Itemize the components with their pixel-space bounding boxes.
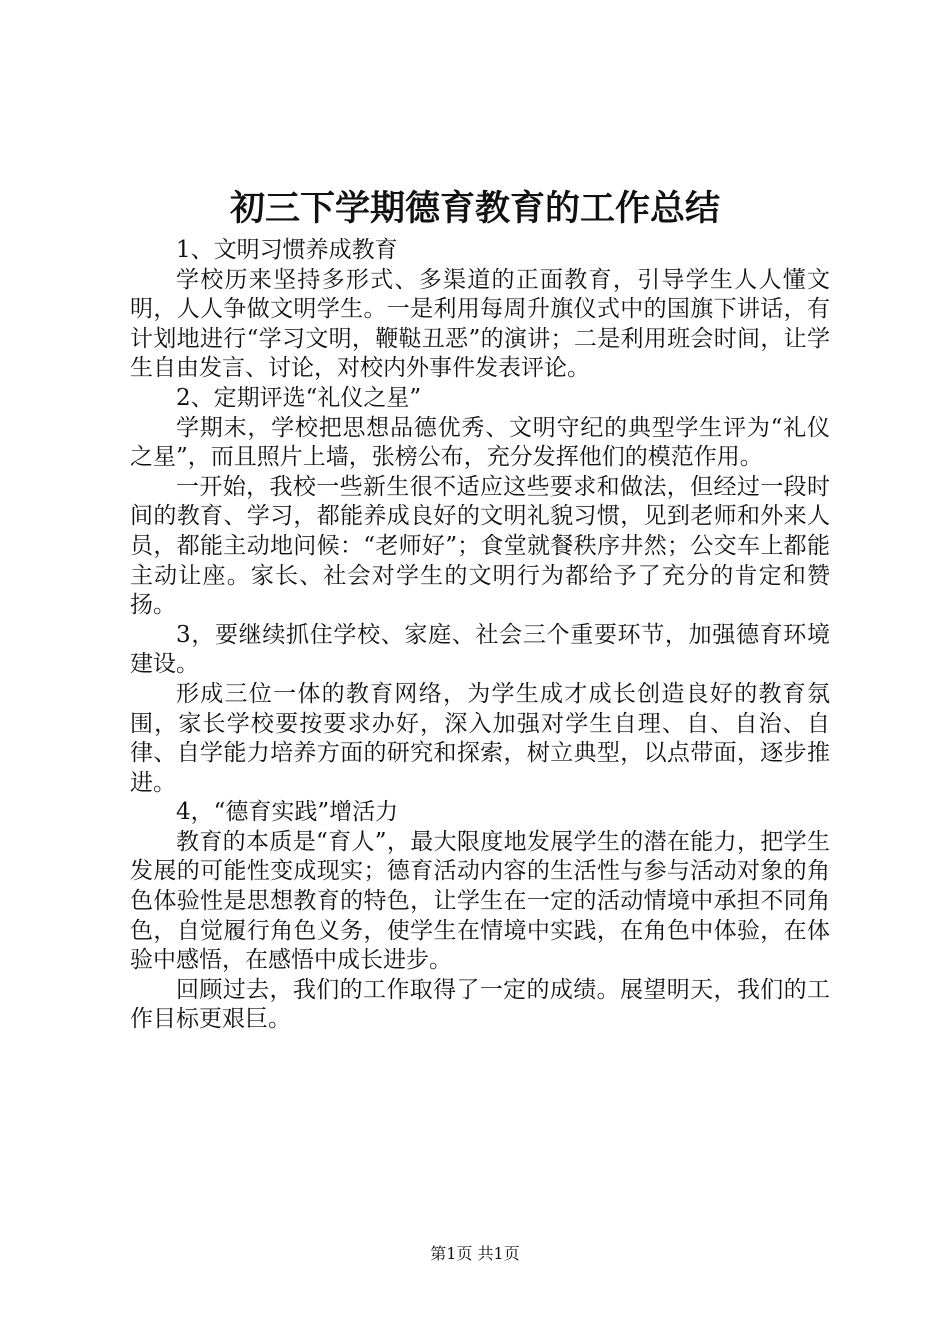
paragraph-6: 回顾过去，我们的工作取得了一定的成绩。展望明天，我们的工作目标更艰巨。: [130, 976, 830, 1033]
section-heading-2: 2、定期评选“礼仪之星”: [176, 384, 422, 411]
paragraph-3: 一开始，我校一些新生很不适应这些要求和做法，但经过一段时间的教育、学习，都能养成良好的文明礼貌习惯，见到老师和外来人员，都能主动地问候：“老师好”；食堂就餐秩序井然；公交车上都能主动让座。家长、社会对学生的文明行为都给予了充分的肯定和赞扬。: [130, 473, 830, 619]
section-heading-1: 1、文明习惯养成教育: [176, 237, 398, 263]
document-body: [130, 236, 830, 1035]
paragraph-2: 学期末，学校把思想品德优秀、文明守纪的典型学生评为“礼仪之星”，而且照片上墙，张榜公布，充分发挥他们的模范作用。: [130, 414, 830, 471]
section-heading-3: 3，要继续抓住学校、家庭、社会三个重要环节，加强德育环境建设。: [130, 621, 830, 678]
paragraph-5: 教育的本质是“育人”，最大限度地发展学生的潜在能力，把学生发展的可能性变成现实；德育活动内容的生活性与参与活动对象的角色体验性是思想教育的特色，让学生在一定的活动情境中承担不同角色，自觉履行角色义务，使学生在情境中实践，在角色中体验，在体验中感悟，在感悟中成长进步。: [130, 828, 830, 974]
section-heading-4: 4，“德育实践”增活力: [176, 799, 399, 826]
document-title: 初三下学期德育教育的工作总结: [229, 189, 720, 229]
paragraph-1: 学校历来坚持多形式、多渠道的正面教育，引导学生人人懂文明，人人争做文明学生。一是利用每周升旗仪式中的国旗下讲话，有计划地进行“学习文明，鞭鞑丑恶”的演讲；二是利用班会时间，让学生自由发言、讨论，对校内外事件发表评论。: [130, 266, 830, 382]
paragraph-4: 形成三位一体的教育网络，为学生成才成长创造良好的教育氛围，家长学校要按要求办好，深入加强对学生自理、自、自治、自律、自学能力培养方面的研究和探索，树立典型，以点带面，逐步推进。: [130, 680, 830, 796]
page-footer: 第1页 共1页: [430, 1244, 520, 1263]
